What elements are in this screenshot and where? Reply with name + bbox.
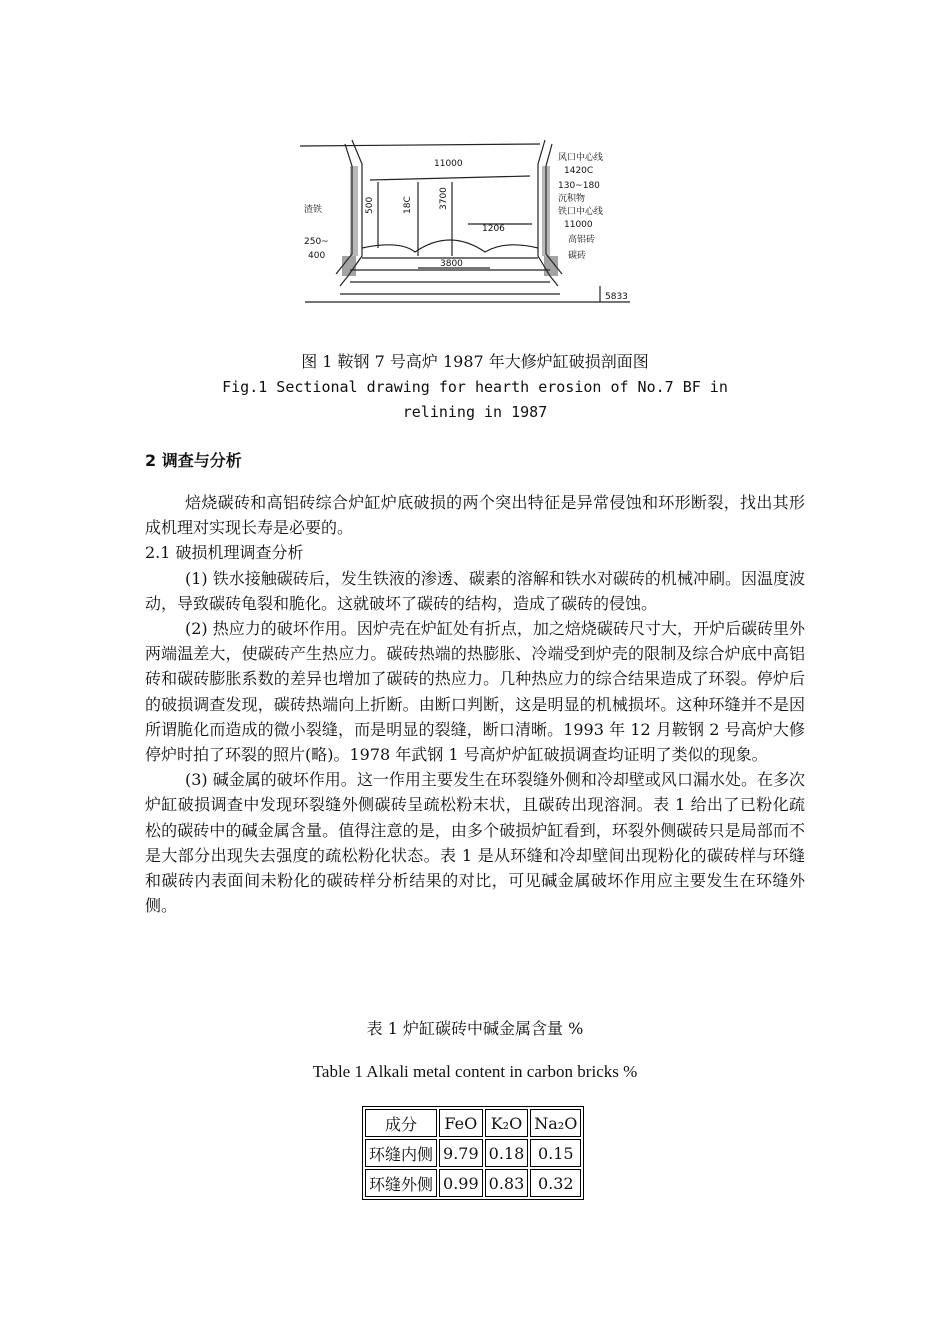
subsection-heading: 2.1 破损机理调查分析 <box>145 543 304 563</box>
alkali-content-table <box>362 1106 584 1200</box>
figure-caption-cn: 图 1 鞍钢 7 号高炉 1987 年大修炉缸破损剖面图 <box>301 352 649 371</box>
left-250-label: 250~ <box>304 237 329 247</box>
dim-top-label: 11000 <box>434 159 463 169</box>
table-row <box>365 1139 581 1167</box>
figure-caption-en-line1: Fig.1 Sectional drawing for hearth erosion of No.7 BF in <box>222 378 728 396</box>
body-text <box>145 490 805 918</box>
table-cell: 0.32 <box>530 1169 581 1197</box>
taphole-centerline-label: 铁口中心线 <box>558 207 604 217</box>
left-400-label: 400 <box>308 251 326 261</box>
carbon-brick-label: 碳砖 <box>568 251 587 261</box>
dim-14200-label: 1420C <box>564 166 594 176</box>
dim-500-label: 500 <box>365 196 375 214</box>
figure-caption-en <box>0 375 950 425</box>
table-cell: 0.99 <box>439 1169 483 1197</box>
hearth-section-svg <box>300 136 645 308</box>
paragraph-intro: 焙烧碳砖和高铝砖综合炉缸炉底破损的两个突出特征是异常侵蚀和环形断裂，找出其形成机理对实现长寿是必要的。 <box>145 493 805 538</box>
dim-130-180-label: 130~180 <box>558 181 600 191</box>
table-header-row <box>365 1109 581 1137</box>
deposit-label: 沉积物 <box>558 194 586 204</box>
section-heading: 2 调查与分析 <box>145 451 242 470</box>
dim-5833-label: 5833 <box>605 292 628 302</box>
hearth-section-drawing <box>300 136 645 308</box>
table-cell: 环缝外侧 <box>365 1169 437 1197</box>
table-cell: 0.15 <box>530 1139 581 1167</box>
table-row <box>365 1169 581 1197</box>
table-header-cell: FeO <box>439 1109 483 1137</box>
table-cell: 0.18 <box>485 1139 529 1167</box>
paragraph-item-2: (2) 热应力的破坏作用。因炉壳在炉缸处有折点，加之焙烧碳砖尺寸大，开炉后碳砖里外两端温差大，使碳砖产生热应力。碳砖热端的热膨胀、冷端受到炉壳的限制及综合炉底中高铝砖和碳砖膨胀系数的差异也增加了碳砖的热应力。几种热应力的综合结果造成了环裂。停炉后的破损调查发现，碳砖热端向上折断。由断口判断，这是明显的机械损坏。这种环缝并不是因所谓脆化而造成的微小裂缝，而是明显的裂缝，断口清晰。1993 年 12 月鞍钢 2 号高炉大修停炉时拍了环裂的照片(略)。1978 年武钢 1 号高炉炉缸破损调查均证明了类似的现象。 <box>145 619 805 765</box>
table-cell: 环缝内侧 <box>365 1139 437 1167</box>
table-header-cell: K₂O <box>485 1109 529 1137</box>
dim-18c-label: 18C <box>403 196 413 214</box>
paragraph-item-3: (3) 碱金属的破坏作用。这一作用主要发生在环裂缝外侧和冷却壁或风口漏水处。在多次炉缸破损调查中发现环裂缝外侧碳砖呈疏松粉末状，且碳砖出现溶洞。表 1 给出了已粉化疏松的碳砖中的碱金属含量。值得注意的是，由多个破损炉缸看到，环裂外侧碳砖只是局部而不是大部分出现失去强度的疏松粉化状态。表 1 是从环缝和冷却壁间出现粉化的碳砖样与环缝和碳砖内表面间未粉化的碳砖样分析结果的对比，可见碱金属破坏作用应主要发生在环缝外侧。 <box>145 770 805 916</box>
figure-caption-en-line2: relining in 1987 <box>402 403 548 421</box>
left-slag-iron-label: 渣铁 <box>304 205 323 215</box>
tuyere-centerline-label: 风口中心线 <box>558 153 604 163</box>
dim-3700-label: 3700 <box>439 187 449 210</box>
table-title-cn: 表 1 炉缸碳砖中碱金属含量 % <box>366 1019 584 1038</box>
dim-1206-label: 1206 <box>482 224 505 234</box>
table-cell: 9.79 <box>439 1139 483 1167</box>
table-title-en: Table 1 Alkali metal content in carbon bricks % <box>312 1062 638 1081</box>
dim-11000-right-label: 11000 <box>564 220 593 230</box>
table-header-cell: Na₂O <box>530 1109 581 1137</box>
dim-3800-label: 3800 <box>440 259 463 269</box>
table-cell: 0.83 <box>485 1169 529 1197</box>
table-header-cell: 成分 <box>365 1109 437 1137</box>
high-alumina-brick-label: 高铝砖 <box>568 235 596 245</box>
paragraph-item-1: (1) 铁水接触碳砖后，发生铁液的渗透、碳素的溶解和铁水对碳砖的机械冲刷。因温度波动，导致碳砖龟裂和脆化。这就破坏了碳砖的结构，造成了碳砖的侵蚀。 <box>145 568 805 613</box>
